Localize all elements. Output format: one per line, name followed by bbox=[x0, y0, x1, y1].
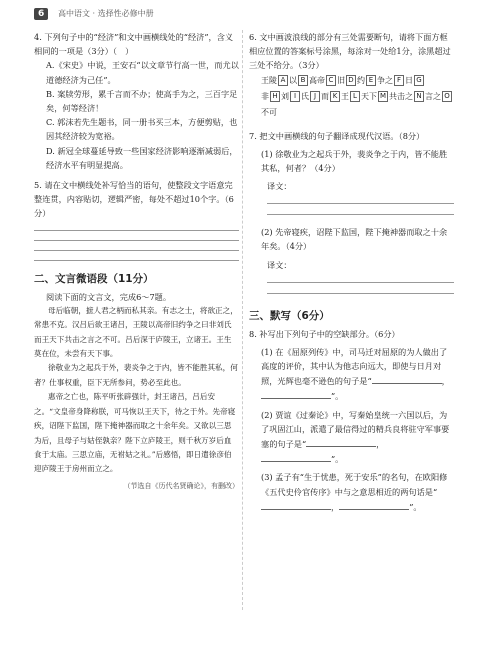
passage-fragment: 非 bbox=[261, 91, 269, 101]
q4-option-d: D. 新冠全球蔓延导致一些国家经济影响逐渐减弱后，经济水平有明显提高。 bbox=[46, 145, 238, 170]
translation-label: 译文： bbox=[267, 181, 292, 192]
answer-line bbox=[34, 240, 239, 241]
passage-fragment: 高帝 bbox=[309, 75, 325, 85]
answer-line bbox=[267, 293, 454, 294]
passage-fragment: 言之 bbox=[425, 91, 441, 101]
break-option-box[interactable]: L bbox=[350, 91, 360, 102]
answer-line bbox=[267, 203, 454, 204]
page-number: 6 bbox=[34, 8, 48, 20]
question-6: 6. 文中画波浪线的部分有三处需要断句，请将下面方框相应位置的答案标号涂黑，每涂对一处给1分，涂黑超过三处不给分。（3分） bbox=[249, 32, 451, 71]
passage-fragment: 不可 bbox=[261, 107, 277, 117]
passage-source: （节选自《历代名贤确论》，有删改） bbox=[123, 481, 239, 490]
q8-part-3: (3) 孟子有“生于忧患，死于安乐”的名句，在欧阳修《五代史伶官传序》中与之意思相近的两句话是“， ”。 bbox=[261, 472, 448, 512]
section-2-heading: 二、文言微语段（11分） bbox=[34, 272, 154, 285]
column-divider bbox=[242, 30, 244, 610]
question-8: 8. 补写出下列句子中的空缺部分。（6分） bbox=[249, 328, 400, 339]
break-option-box[interactable]: J bbox=[310, 91, 320, 102]
break-option-box[interactable]: C bbox=[326, 75, 336, 86]
break-option-box[interactable]: D bbox=[346, 75, 356, 86]
answer-line bbox=[267, 214, 454, 215]
answer-line bbox=[34, 250, 239, 251]
sentence-break-row-2 bbox=[261, 89, 454, 121]
break-option-box[interactable]: O bbox=[442, 91, 452, 102]
passage-fragment: 而 bbox=[321, 91, 329, 101]
break-option-box[interactable]: M bbox=[379, 92, 387, 101]
q4-option-a: A.《宋史》中说，王安石“以文章节行高一世，而尤以道德经济为己任”。 bbox=[46, 60, 239, 85]
break-option-box[interactable]: I bbox=[290, 91, 300, 102]
passage-fragment: 日 bbox=[405, 75, 413, 85]
left-column bbox=[34, 30, 239, 491]
book-title: 高中语文 · 选择性必修中册 bbox=[58, 9, 154, 18]
right-column bbox=[249, 30, 454, 514]
q7-part-1: (1) 徐敬业为之起兵于外，裴炎争之于内，皆不能胜其私，何者？（4分） bbox=[261, 148, 448, 174]
break-option-box[interactable]: K bbox=[330, 91, 340, 102]
sentence-break-row-1 bbox=[261, 73, 454, 89]
passage-fragment: 王陵 bbox=[261, 75, 277, 85]
q7-part-2: (2) 先帝寝疾，诏陛下监国，陛下掩神器而取之十余年矣。（4分） bbox=[261, 227, 448, 252]
passage-paragraph-1: 母后临朝，摭人君之柄而私其亲。有志之士，将欲正之，常患不克。汉吕后欲王诸吕，王陵以高帝旧约争之曰非刘氏而王天下共击之言之不可。吕后深于庐陵王，立诸王。王生莫在位，未尝有天下事。 bbox=[34, 305, 238, 359]
question-5: 5. 请在文中横线处补写恰当的语句，使整段文字语意完整连贯，内容贴切，逻辑严密，每处不超过10个字。（6分） bbox=[34, 180, 234, 219]
passage-fragment: 以 bbox=[289, 75, 297, 85]
passage-fragment: 氏 bbox=[301, 91, 309, 101]
section-3-heading: 三、默写（6分） bbox=[249, 309, 330, 322]
passage-fragment: 王 bbox=[341, 91, 349, 101]
question-4: 4. 下列句子中的“经济”和文中画横线处的“经济”，含义相同的一项是（3分）（ ） bbox=[34, 32, 234, 57]
passage-fragment: 刘 bbox=[281, 91, 289, 101]
break-option-box[interactable]: F bbox=[394, 75, 404, 86]
q8-part-1: (1) 在《屈原列传》中，司马迁对屈原的为人做出了高度的评价，其中认为他志向远大，即使与日月对照，光辉也毫不逊色的句子是“ ，”。 bbox=[261, 346, 450, 402]
break-option-box[interactable]: H bbox=[270, 91, 280, 102]
passage-paragraph-2: 徐敬业为之起兵于外，裴炎争之于内，皆不能胜其私，何者？仕事权重，臣下无所参问，势必至此也。 bbox=[34, 363, 238, 387]
break-option-box[interactable]: B bbox=[298, 75, 308, 86]
passage-fragment: 约 bbox=[357, 75, 365, 85]
passage-paragraph-3: 惠帝之亡也，陈平听张辟强计，封王诸吕，吕后安之。“文皇帝身降称朕，可马恢以王天下，待之于外。先帝寝疾，诏陛下监国，陛下掩神器而取之十余年矣。又欲以三思为后，且母子与姑侄孰亲？陛下立庐陵王，则千秋万岁后血食于太庙。三思立庙，无祔姑之礼。”后感悟，即日遣徐彦伯迎庐陵王于房州而立之。 bbox=[34, 392, 236, 474]
question-7: 7. 把文中画横线的句子翻译成现代汉语。（8分） bbox=[249, 130, 425, 141]
break-option-box[interactable]: A bbox=[278, 75, 288, 86]
answer-line bbox=[34, 230, 239, 231]
break-option-box[interactable]: G bbox=[414, 75, 424, 86]
passage-fragment: 共击之 bbox=[389, 91, 413, 101]
break-option-box[interactable]: N bbox=[414, 91, 424, 102]
passage-fragment: 争之 bbox=[377, 75, 393, 85]
break-option-box[interactable]: E bbox=[366, 75, 376, 86]
passage-fragment: 天下 bbox=[361, 91, 377, 101]
answer-line bbox=[34, 260, 239, 261]
passage-intro: 阅读下面的文言文，完成6～7题。 bbox=[46, 291, 172, 302]
answer-line bbox=[267, 282, 454, 283]
q4-option-c: C. 郭沫若先生题书，同一册书买三本，方便剪贴，也因其经济较为宽裕。 bbox=[46, 117, 238, 142]
translation-label: 译文： bbox=[267, 259, 292, 270]
q4-option-b: B. 案牍劳形，累千言而不办；使高手为之，三百字足矣，何等经济！ bbox=[46, 88, 238, 114]
passage-fragment: 旧 bbox=[337, 75, 345, 85]
q8-part-2: (2) 贾谊《过秦论》中，写秦始皇统一六国以后，为了巩固江山，派遣了最信得过的精兵良将驻守军事要塞的句子是“ ，”。 bbox=[261, 409, 450, 465]
